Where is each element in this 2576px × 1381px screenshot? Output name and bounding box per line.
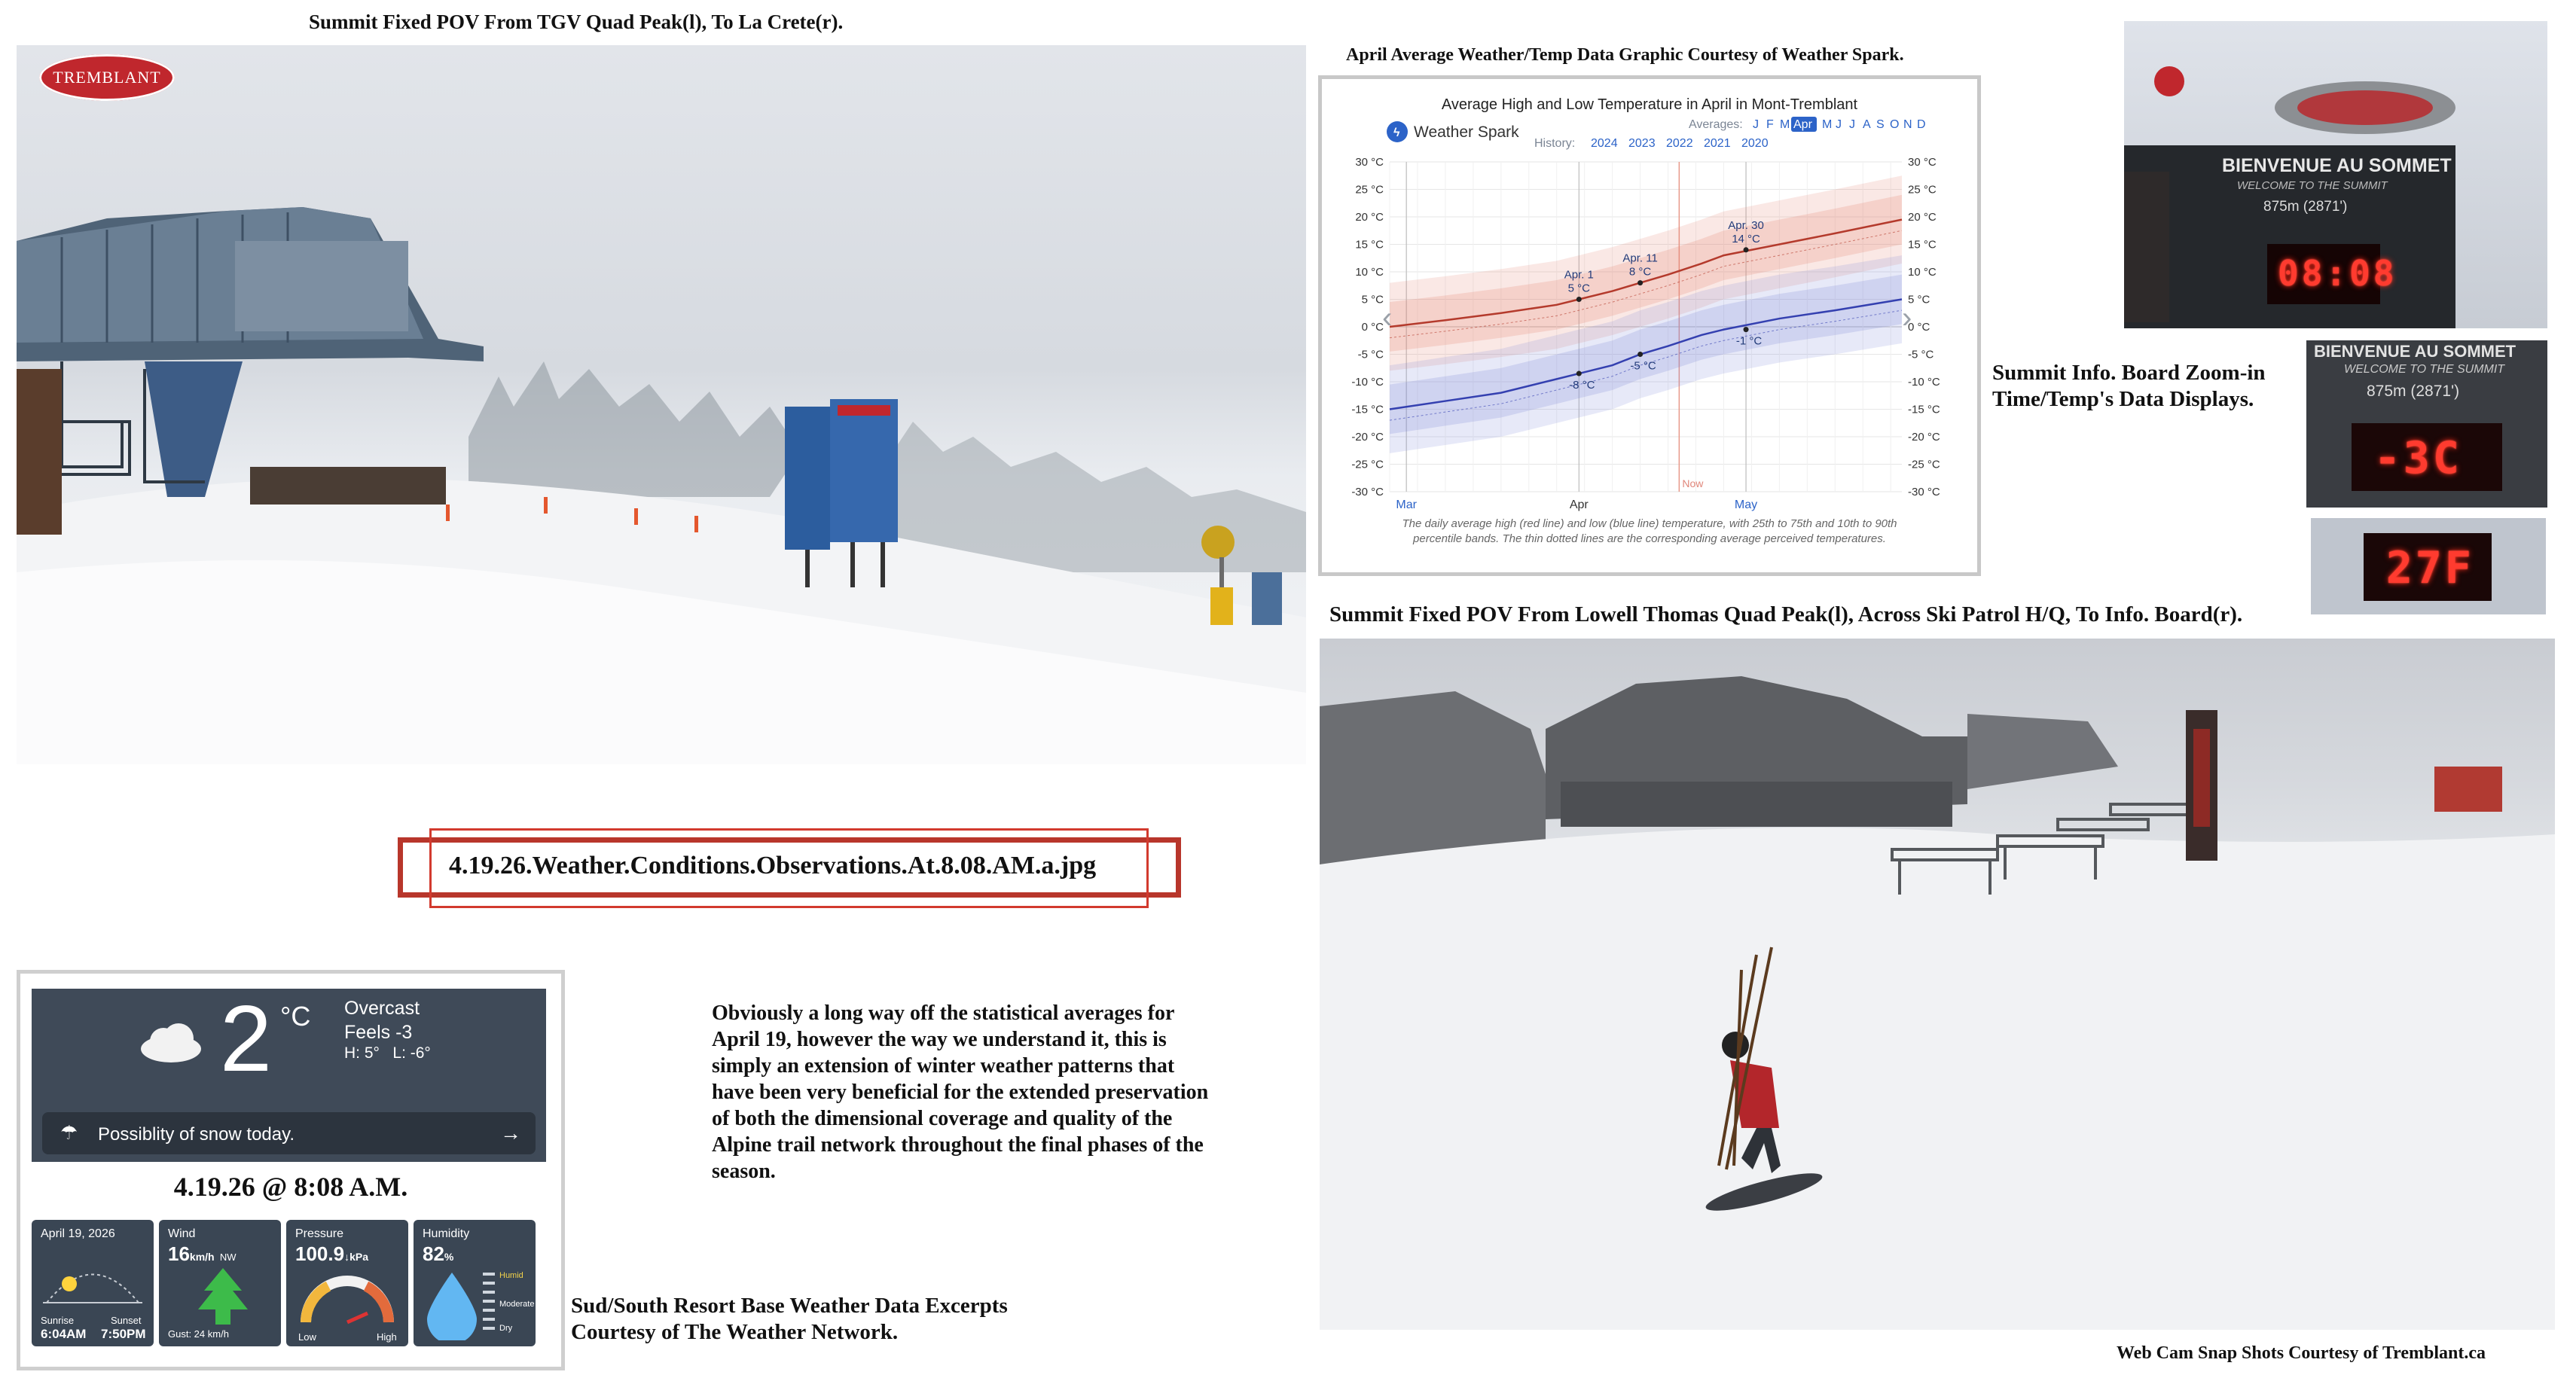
brand-label: Weather Spark — [1414, 123, 1519, 141]
umbrella-icon: ☂ — [60, 1121, 78, 1144]
caption-lowell-thomas-pov: Summit Fixed POV From Lowell Thomas Quad Peak(l), Across Ski Patrol H/Q, To Info. Board(r). — [1329, 602, 2243, 626]
wind-speed: 16 — [168, 1242, 190, 1265]
dry-label: Dry — [499, 1324, 513, 1333]
averages-label: Averages: — [1689, 118, 1743, 131]
annotation-point — [1744, 327, 1749, 332]
annotation-date: Apr. 1 — [1564, 268, 1594, 282]
temp-f-display — [2364, 533, 2492, 601]
webcam-scene — [17, 45, 1306, 764]
board-zoom-temp-f — [2311, 518, 2546, 614]
annotation-point — [1576, 371, 1582, 376]
annotation-point — [1576, 297, 1582, 302]
sunrise-label: Sunrise — [41, 1315, 75, 1326]
y-tick-left: 0 °C — [1361, 321, 1384, 334]
month-link[interactable]: N — [1903, 118, 1912, 131]
y-tick-right: 30 °C — [1908, 156, 1937, 169]
x-tick-label: Apr — [1569, 498, 1589, 511]
history-year-link[interactable]: 2021 — [1704, 137, 1731, 150]
annotation-date: Apr. 30 — [1728, 218, 1764, 232]
humidity-scale-icon — [483, 1273, 498, 1340]
y-tick-right: 10 °C — [1908, 266, 1937, 279]
chart-footnote-2: percentile bands. The thin dotted lines are the corresponding average perceived temperatures. — [1413, 532, 1886, 545]
current-temp: 2 — [220, 989, 272, 1091]
zoom-altitude: 875m (2871') — [2367, 383, 2460, 400]
current-conditions-card — [32, 989, 546, 1162]
month-link[interactable]: J — [1753, 118, 1759, 131]
annotation-point — [1637, 352, 1643, 357]
board-clock-display — [2267, 244, 2397, 304]
board-zoom-temp-c — [2306, 340, 2547, 508]
y-tick-left: -20 °C — [1351, 431, 1384, 444]
humidity-card — [414, 1220, 536, 1346]
chart-footnote-1: The daily average high (red line) and low (blue line) temperature, with 25th to 75th and 10th to 90th — [1402, 517, 1897, 530]
webcam-photo-lowell-thomas — [1320, 639, 2555, 1330]
annotation-value: -5 °C — [1630, 359, 1656, 373]
board-time: 08:08 — [2278, 253, 2397, 294]
annotation-value: 8 °C — [1628, 265, 1652, 279]
humidity-value: 82 — [423, 1242, 444, 1265]
history-year-link[interactable]: 2022 — [1666, 137, 1693, 150]
chart-title: Average High and Low Temperature in April in Mont-Tremblant — [1441, 96, 1858, 113]
y-tick-left: 10 °C — [1355, 266, 1384, 279]
water-drop-icon — [427, 1273, 477, 1340]
webcam-scene-2 — [1320, 639, 2555, 1330]
board-welcome: BIENVENUE AU SOMMET — [2222, 155, 2452, 176]
annotation-date: Apr. 11 — [1622, 252, 1658, 265]
month-link[interactable]: Apr — [1793, 118, 1812, 131]
board-altitude: 875m (2871') — [2263, 199, 2348, 215]
sunset-label: Sunset — [111, 1315, 142, 1326]
history-year-link[interactable]: 2024 — [1591, 137, 1618, 150]
y-tick-right: -15 °C — [1908, 403, 1940, 416]
high-low: H: 5° L: -6° — [344, 1044, 431, 1062]
y-tick-right: -25 °C — [1908, 458, 1940, 471]
y-tick-right: 20 °C — [1908, 211, 1937, 224]
pressure-gauge-icon — [298, 1270, 396, 1330]
y-tick-left: -25 °C — [1351, 458, 1384, 471]
caption-weatherspark-credit: April Average Weather/Temp Data Graphic Courtesy of Weather Spark. — [1346, 45, 1904, 65]
y-tick-right: -10 °C — [1908, 376, 1940, 389]
caption-tgv-pov: Summit Fixed POV From TGV Quad Peak(l), To La Crete(r). — [309, 11, 844, 33]
y-tick-left: 5 °C — [1361, 293, 1384, 306]
annotation-value: 14 °C — [1732, 232, 1760, 245]
month-links — [1753, 117, 1926, 132]
snow-alert-bar[interactable] — [42, 1112, 536, 1154]
weatherspark-chart — [1322, 79, 1977, 572]
webcam-photo-tgv-summit — [17, 45, 1306, 764]
y-tick-right: -20 °C — [1908, 431, 1940, 444]
month-link[interactable]: A — [1863, 118, 1871, 131]
humidity-label: Humidity — [423, 1227, 470, 1240]
y-tick-right: -5 °C — [1908, 348, 1934, 361]
y-tick-right: 0 °C — [1908, 321, 1930, 334]
month-link[interactable]: J — [1849, 118, 1855, 131]
month-link[interactable]: D — [1917, 118, 1926, 131]
annotation-value: -8 °C — [1569, 379, 1595, 392]
humid-label: Humid — [499, 1271, 523, 1280]
commentary-text: Obviously a long way off the statistical averages for April 19, however the way we understand it, this is simply an extension of winter weather patterns that have been very beneficial for the extended preservation of both the dimensional coverage and quality of the Alpine trail network throughout the final phases of the season. — [712, 1001, 1209, 1183]
wind-unit: km/h — [189, 1251, 215, 1263]
annotation-point — [1637, 280, 1643, 285]
prev-month-arrow-icon[interactable]: ‹ — [1382, 301, 1393, 334]
y-tick-right: 25 °C — [1908, 183, 1937, 197]
history-year-link[interactable]: 2020 — [1741, 137, 1769, 150]
sunrise-time: 6:04AM — [41, 1327, 87, 1341]
x-tick-label: May — [1734, 498, 1758, 511]
tremblant-logo-text: TREMBLANT — [53, 68, 161, 87]
date-sun-card — [32, 1220, 154, 1346]
caption-board-zoom: Summit Info. Board Zoom-in Time/Temp's Data Displays. — [1992, 361, 2266, 411]
month-link[interactable]: M — [1780, 118, 1790, 131]
month-link[interactable]: O — [1890, 118, 1900, 131]
y-tick-right: 15 °C — [1908, 238, 1937, 252]
zoom-welcome: BIENVENUE AU SOMMET — [2314, 342, 2516, 361]
temp-unit: °C — [280, 1001, 311, 1032]
y-tick-right: -30 °C — [1908, 486, 1940, 498]
y-tick-left: 15 °C — [1355, 238, 1384, 252]
y-tick-left: -5 °C — [1357, 348, 1384, 361]
month-link[interactable]: S — [1876, 118, 1885, 131]
temp-c-display — [2352, 423, 2502, 491]
y-tick-left: -10 °C — [1351, 376, 1384, 389]
board-temp-c: -3C — [2374, 432, 2462, 483]
summit-info-board-photo — [2124, 21, 2547, 328]
caption-weather-network-credit: Sud/South Resort Base Weather Data Excerpts Courtesy of The Weather Network. — [571, 1294, 1008, 1344]
pressure-unit: ↓kPa — [344, 1251, 368, 1263]
year-links — [1591, 137, 1769, 150]
history-year-link[interactable]: 2023 — [1628, 137, 1656, 150]
bolt-glyph: ϟ — [1393, 127, 1400, 139]
month-link[interactable]: M — [1822, 118, 1833, 131]
y-tick-right: 5 °C — [1908, 293, 1930, 306]
weatherspark-chart-panel — [1318, 75, 1981, 576]
pressure-value: 100.9 — [295, 1242, 345, 1265]
sunrise-arc-icon — [39, 1250, 146, 1310]
date-time-label: 4.19.26 @ 8:08 A.M. — [173, 1172, 408, 1202]
board-temp-f: 27F — [2386, 542, 2474, 593]
y-tick-left: 20 °C — [1355, 211, 1384, 224]
moderate-label: Moderate — [499, 1300, 535, 1309]
zoom-welcome-sub: WELCOME TO THE SUMMIT — [2344, 363, 2505, 376]
sunset-time: 7:50PM — [101, 1327, 146, 1341]
pressure-label: Pressure — [295, 1227, 344, 1240]
wind-card — [159, 1220, 281, 1346]
y-tick-left: -30 °C — [1351, 486, 1384, 498]
y-tick-left: -15 °C — [1351, 403, 1384, 416]
arrow-right-icon: → — [500, 1121, 521, 1145]
pressure-high-label: High — [377, 1331, 397, 1343]
pressure-card — [286, 1220, 408, 1346]
caption-webcam-credit: Web Cam Snap Shots Courtesy of Tremblant.ca — [2117, 1343, 2486, 1363]
annotation-point — [1744, 247, 1749, 252]
pressure-low-label: Low — [298, 1331, 316, 1343]
board-welcome-sub: WELCOME TO THE SUMMIT — [2237, 179, 2388, 192]
next-month-arrow-icon[interactable]: › — [1902, 301, 1912, 334]
humidity-unit: % — [444, 1251, 454, 1263]
month-link[interactable]: J — [1836, 118, 1842, 131]
y-tick-left: 30 °C — [1355, 156, 1384, 169]
annotation-value: 5 °C — [1567, 282, 1590, 295]
date-card-label: April 19, 2026 — [41, 1227, 115, 1240]
wind-direction: NW — [219, 1251, 237, 1263]
x-tick-label: Mar — [1396, 498, 1417, 511]
condition-text: Overcast — [344, 998, 420, 1019]
month-link[interactable]: F — [1766, 118, 1774, 131]
wind-gust: Gust: 24 km/h — [168, 1328, 229, 1340]
alert-text: Possiblity of snow today. — [98, 1124, 295, 1145]
annotation-value: -1 °C — [1735, 334, 1763, 348]
tremblant-logo — [39, 54, 175, 101]
tree-wind-icon — [189, 1268, 257, 1328]
wind-label: Wind — [168, 1227, 196, 1240]
y-tick-left: 25 °C — [1355, 183, 1384, 197]
filename-text: 4.19.26.Weather.Conditions.Observations.At.8.08.AM.a.jpg — [449, 852, 1097, 880]
feels-like: Feels -3 — [344, 1022, 413, 1043]
now-label: Now — [1682, 477, 1704, 489]
cloud-icon — [137, 1019, 205, 1064]
history-label: History: — [1534, 137, 1576, 150]
